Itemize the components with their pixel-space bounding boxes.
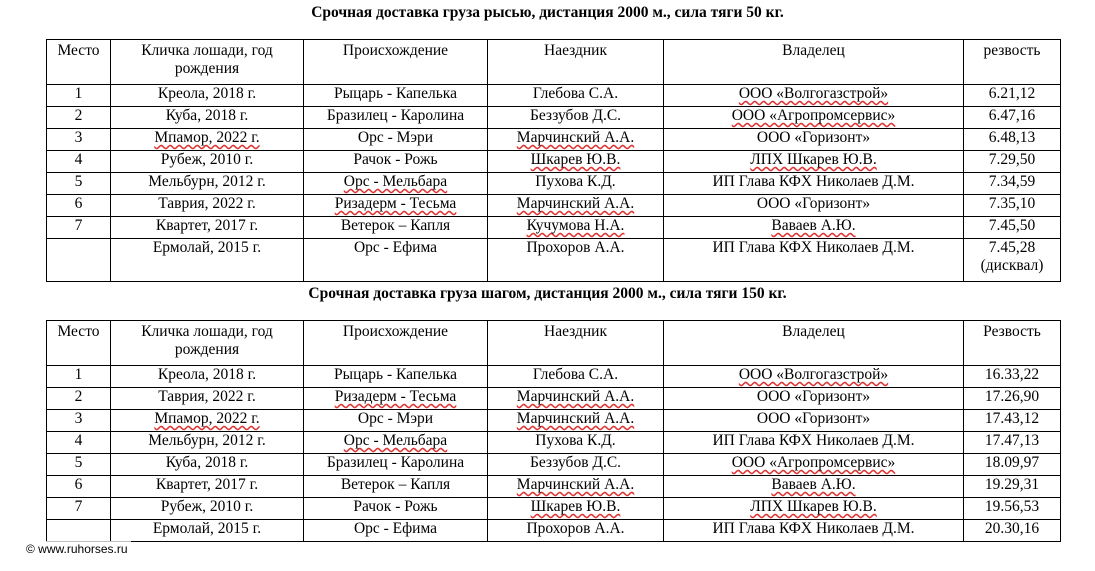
driver-cell: Беззубов Д.С.: [488, 107, 664, 129]
time-cell: 17.47,13: [964, 432, 1061, 454]
owner-cell: ИП Глава КФХ Николаев Д.М.: [664, 173, 964, 195]
table-row: [47, 195, 1061, 217]
time-cell: 17.26,90: [964, 388, 1061, 410]
pedigree-cell: Бразилец - Каролина: [304, 107, 488, 129]
table-row: [47, 107, 1061, 129]
time-cell: 6.48,13: [964, 129, 1061, 151]
time-cell: 7.45,50: [964, 217, 1061, 239]
place-cell: 2: [47, 107, 111, 129]
horse-cell: Мельбурн, 2012 г.: [111, 432, 304, 454]
horse-cell: Мпамор, 2022 г.: [111, 410, 304, 432]
table-header-row: [47, 321, 1061, 366]
driver-cell: Марчинский А.А.: [488, 476, 664, 498]
driver-cell: Марчинский А.А.: [488, 129, 664, 151]
header-pedigree: Происхождение: [304, 40, 488, 85]
time-cell: 7.34,59: [964, 173, 1061, 195]
owner-cell: ЛПХ Шкарев Ю.В.: [664, 151, 964, 173]
horse-cell: Мельбурн, 2012 г.: [111, 173, 304, 195]
owner-cell: ООО «Агропромсервис»: [664, 107, 964, 129]
time-cell: 17.43,12: [964, 410, 1061, 432]
owner-cell: ИП Глава КФХ Николаев Д.М.: [664, 432, 964, 454]
horse-cell: Квартет, 2017 г.: [111, 476, 304, 498]
horse-cell: Ермолай, 2015 г.: [111, 239, 304, 282]
table-row: [47, 85, 1061, 107]
horse-cell: Креола, 2018 г.: [111, 366, 304, 388]
table-row: [47, 129, 1061, 151]
driver-cell: Шкарев Ю.В.: [488, 151, 664, 173]
place-cell: 6: [47, 476, 111, 498]
driver-cell: Марчинский А.А.: [488, 388, 664, 410]
table-row: [47, 498, 1061, 520]
owner-cell: ООО «Горизонт»: [664, 388, 964, 410]
owner-cell: ООО «Горизонт»: [664, 410, 964, 432]
place-cell: 3: [47, 410, 111, 432]
pedigree-cell: Бразилец - Каролина: [304, 454, 488, 476]
section-1-title: Срочная доставка груза рысью, дистанция 2000 м., сила тяги 50 кг.: [311, 4, 784, 21]
owner-cell: ЛПХ Шкарев Ю.В.: [664, 498, 964, 520]
place-cell: 3: [47, 129, 111, 151]
table-header-row: [47, 40, 1061, 85]
horse-cell: Таврия, 2022 г.: [111, 195, 304, 217]
header-horse: Кличка лошади, год рождения: [111, 40, 304, 85]
place-cell: 4: [47, 432, 111, 454]
horse-cell: Квартет, 2017 г.: [111, 217, 304, 239]
header-time: Резвость: [964, 321, 1061, 366]
time-cell: 19.29,31: [964, 476, 1061, 498]
results-table-walk: [46, 320, 1061, 542]
pedigree-cell: Рачок - Рожь: [304, 151, 488, 173]
table-row: [47, 432, 1061, 454]
owner-cell: ООО «Агропромсервис»: [664, 454, 964, 476]
header-place: Место: [47, 321, 111, 366]
time-cell: 7.45,28 (дисквал): [964, 239, 1061, 282]
horse-cell: Куба, 2018 г.: [111, 107, 304, 129]
results-table-trot: [46, 39, 1061, 282]
driver-cell: Пухова К.Д.: [488, 432, 664, 454]
place-cell: 5: [47, 454, 111, 476]
pedigree-cell: Ветерок – Капля: [304, 476, 488, 498]
place-cell: [47, 520, 111, 542]
table-row: [47, 388, 1061, 410]
owner-cell: ИП Глава КФХ Николаев Д.М.: [664, 239, 964, 282]
header-time: резвость: [964, 40, 1061, 85]
pedigree-cell: Ветерок – Капля: [304, 217, 488, 239]
horse-cell: Рубеж, 2010 г.: [111, 498, 304, 520]
table-row: [47, 173, 1061, 195]
table-row: [47, 151, 1061, 173]
driver-cell: Кучумова Н.А.: [488, 217, 664, 239]
pedigree-cell: Орс - Мельбара: [304, 173, 488, 195]
time-cell: 20.30,16: [964, 520, 1061, 542]
owner-cell: ООО «Волгогазстрой»: [664, 85, 964, 107]
place-cell: 7: [47, 217, 111, 239]
pedigree-cell: Рыцарь - Капелька: [304, 85, 488, 107]
pedigree-cell: Ризадерм - Тесьма: [304, 195, 488, 217]
table-row: [47, 454, 1061, 476]
time-cell: 18.09,97: [964, 454, 1061, 476]
header-owner: Владелец: [664, 40, 964, 85]
header-driver: Наездник: [488, 40, 664, 85]
table-row: [47, 239, 1061, 282]
section-2-title: Срочная доставка груза шагом, дистанция 2000 м., сила тяги 150 кг.: [308, 285, 787, 302]
owner-cell: Ваваев А.Ю.: [664, 476, 964, 498]
driver-cell: Пухова К.Д.: [488, 173, 664, 195]
time-cell: 6.47,16: [964, 107, 1061, 129]
driver-cell: Беззубов Д.С.: [488, 454, 664, 476]
pedigree-cell: Рачок - Рожь: [304, 498, 488, 520]
header-pedigree: Происхождение: [304, 321, 488, 366]
horse-cell: Ермолай, 2015 г.: [111, 520, 304, 542]
place-cell: 2: [47, 388, 111, 410]
time-cell: 7.29,50: [964, 151, 1061, 173]
header-place: Место: [47, 40, 111, 85]
owner-cell: ООО «Волгогазстрой»: [664, 366, 964, 388]
time-cell: 7.35,10: [964, 195, 1061, 217]
place-cell: 7: [47, 498, 111, 520]
time-cell: 6.21,12: [964, 85, 1061, 107]
owner-cell: ООО «Горизонт»: [664, 129, 964, 151]
owner-cell: ООО «Горизонт»: [664, 195, 964, 217]
place-cell: 1: [47, 85, 111, 107]
driver-cell: Марчинский А.А.: [488, 195, 664, 217]
table-row: [47, 366, 1061, 388]
pedigree-cell: Орс - Ефима: [304, 239, 488, 282]
pedigree-cell: Ризадерм - Тесьма: [304, 388, 488, 410]
place-cell: 6: [47, 195, 111, 217]
table-row: [47, 476, 1061, 498]
driver-cell: Прохоров А.А.: [488, 520, 664, 542]
table-row: [47, 217, 1061, 239]
horse-cell: Куба, 2018 г.: [111, 454, 304, 476]
time-cell: 16.33,22: [964, 366, 1061, 388]
place-cell: [47, 239, 111, 282]
horse-cell: Таврия, 2022 г.: [111, 388, 304, 410]
table-row: [47, 520, 1061, 542]
place-cell: 5: [47, 173, 111, 195]
place-cell: 1: [47, 366, 111, 388]
place-cell: 4: [47, 151, 111, 173]
header-horse: Кличка лошади, год рождения: [111, 321, 304, 366]
time-cell: 19.56,53: [964, 498, 1061, 520]
pedigree-cell: Орс - Мэри: [304, 410, 488, 432]
driver-cell: Прохоров А.А.: [488, 239, 664, 282]
driver-cell: Глебова С.А.: [488, 366, 664, 388]
owner-cell: Ваваев А.Ю.: [664, 217, 964, 239]
table-row: [47, 410, 1061, 432]
driver-cell: Шкарев Ю.В.: [488, 498, 664, 520]
pedigree-cell: Орс - Ефима: [304, 520, 488, 542]
pedigree-cell: Рыцарь - Капелька: [304, 366, 488, 388]
pedigree-cell: Орс - Мэри: [304, 129, 488, 151]
driver-cell: Глебова С.А.: [488, 85, 664, 107]
driver-cell: Марчинский А.А.: [488, 410, 664, 432]
horse-cell: Креола, 2018 г.: [111, 85, 304, 107]
watermark: © www.ruhorses.ru: [23, 541, 131, 557]
horse-cell: Мпамор, 2022 г.: [111, 129, 304, 151]
horse-cell: Рубеж, 2010 г.: [111, 151, 304, 173]
owner-cell: ИП Глава КФХ Николаев Д.М.: [664, 520, 964, 542]
pedigree-cell: Орс - Мельбара: [304, 432, 488, 454]
header-owner: Владелец: [664, 321, 964, 366]
header-driver: Наездник: [488, 321, 664, 366]
